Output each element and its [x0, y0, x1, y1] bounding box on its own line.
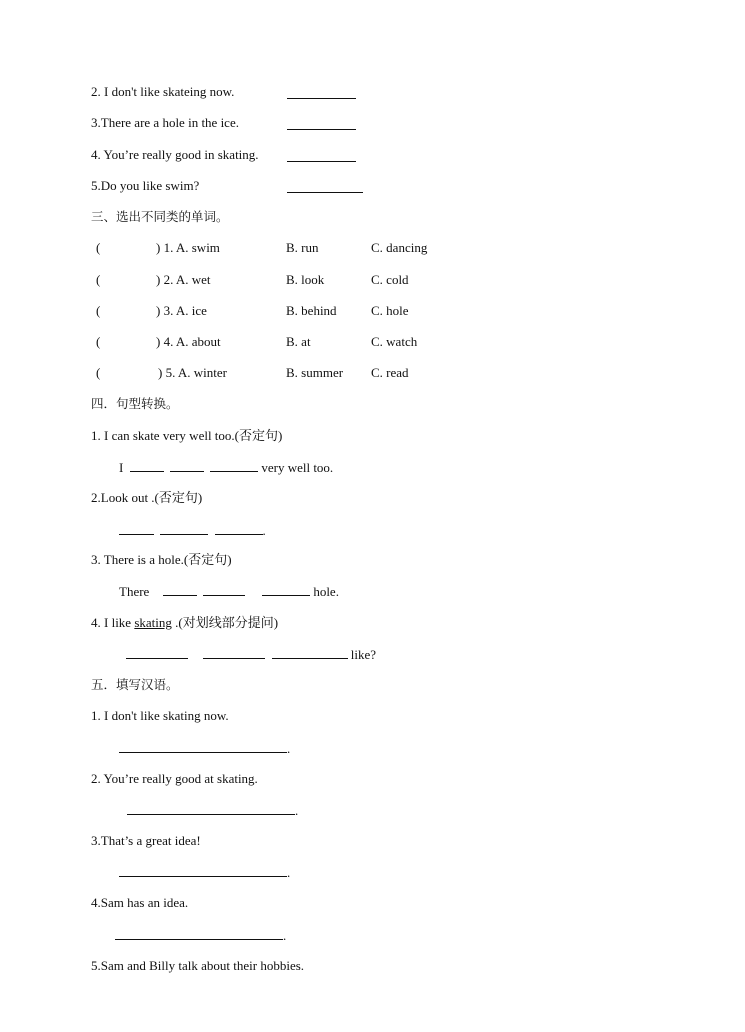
choice-row-2-option-c: C. cold — [371, 272, 409, 287]
translate-end-1: . — [287, 741, 291, 756]
transform-q4-blank-1[interactable] — [126, 646, 188, 659]
choice-row-3-option-a: ) 3. A. ice — [156, 303, 207, 318]
translate-item-3: 3.That’s a great idea! — [91, 833, 201, 848]
transform-q2-answer-line — [119, 522, 266, 539]
transform-q1-answer-line — [119, 459, 333, 476]
translate-answer-2 — [127, 802, 298, 819]
translate-item-2: 2. You’re really good at skating. — [91, 771, 258, 786]
transform-q3-blank-2[interactable] — [203, 583, 245, 596]
translate-end-2: . — [295, 803, 299, 818]
transform-q1-prompt: 1. I can skate very well too.(否定句) — [91, 428, 283, 443]
transform-q3-blank-1[interactable] — [163, 583, 197, 596]
transform-q1-start: I — [119, 460, 124, 475]
translate-item-4: 4.Sam has an idea. — [91, 895, 189, 910]
transform-q2-prompt: 2.Look out .(否定句) — [91, 490, 203, 505]
translate-answer-1 — [119, 740, 290, 757]
translate-end-3: . — [287, 865, 291, 880]
transform-q3-answer-line — [119, 583, 339, 600]
choice-row-2-option-a: ) 2. A. wet — [156, 272, 211, 287]
transform-q3-blank-3[interactable] — [262, 583, 310, 596]
correction-answer-line-2[interactable] — [287, 98, 356, 99]
translate-end-4: . — [283, 928, 287, 943]
transform-q1-blank-3[interactable] — [210, 459, 258, 472]
transform-q4-prompt-post: .(对划线部分提问) — [171, 615, 279, 630]
choice-paren-1[interactable]: ( — [96, 240, 101, 255]
correction-answer-line-4[interactable] — [287, 161, 356, 162]
transform-q4-blank-2[interactable] — [203, 646, 265, 659]
transform-q3-end: hole. — [313, 584, 339, 599]
choice-row-1-option-a: ) 1. A. swim — [156, 240, 220, 255]
transform-q1-blank-2[interactable] — [170, 459, 204, 472]
choice-paren-5[interactable]: ( — [96, 365, 101, 380]
correction-item-3: 3.There are a hole in the ice. — [91, 115, 239, 130]
correction-item-5: 5.Do you like swim? — [91, 178, 200, 193]
choice-row-5-option-c: C. read — [371, 365, 409, 380]
translate-blank-3[interactable] — [119, 864, 287, 877]
correction-answer-line-5[interactable] — [287, 192, 363, 193]
choice-row-2-option-b: B. look — [286, 272, 325, 287]
translate-item-5: 5.Sam and Billy talk about their hobbies. — [91, 958, 305, 973]
choice-paren-4[interactable]: ( — [96, 334, 101, 349]
choice-paren-3[interactable]: ( — [96, 303, 101, 318]
translate-blank-4[interactable] — [115, 927, 283, 940]
transform-q1-end: very well too. — [261, 460, 334, 475]
transform-q2-blank-1[interactable] — [119, 522, 154, 535]
transform-q2-end: . — [262, 523, 266, 538]
translate-answer-4 — [115, 927, 286, 944]
transform-q3-prompt: 3. There is a hole.(否定句) — [91, 552, 232, 567]
choice-row-1-option-c: C. dancing — [371, 240, 428, 255]
choice-row-5-option-a: ) 5. A. winter — [158, 365, 227, 380]
section4-title: 四．句型转换。 — [91, 396, 179, 411]
transform-q4-answer-line — [126, 646, 376, 663]
transform-q4-end: like? — [350, 647, 377, 662]
transform-q2-blank-2[interactable] — [160, 522, 208, 535]
choice-paren-2[interactable]: ( — [96, 272, 101, 287]
choice-row-4-option-b: B. at — [286, 334, 311, 349]
correction-item-4: 4. You’re really good in skating. — [91, 147, 259, 162]
translate-answer-3 — [119, 864, 290, 881]
translate-blank-1[interactable] — [119, 740, 287, 753]
choice-row-4-option-c: C. watch — [371, 334, 418, 349]
transform-q4-underlined-word: skating — [134, 615, 172, 630]
choice-row-5-option-b: B. summer — [286, 365, 344, 380]
choice-row-4-option-a: ) 4. A. about — [156, 334, 221, 349]
translate-item-1: 1. I don't like skating now. — [91, 708, 229, 723]
correction-answer-line-3[interactable] — [287, 129, 356, 130]
transform-q4-prompt-pre: 4. I like — [91, 615, 135, 630]
section5-title: 五．填写汉语。 — [91, 677, 179, 692]
transform-q4-prompt — [91, 615, 278, 631]
transform-q3-start: There — [119, 584, 150, 599]
choice-row-3-option-b: B. behind — [286, 303, 337, 318]
transform-q2-blank-3[interactable] — [215, 522, 263, 535]
transform-q4-blank-3[interactable] — [272, 646, 348, 659]
section3-title: 三、选出不同类的单词。 — [91, 209, 229, 224]
translate-blank-2[interactable] — [127, 802, 295, 815]
choice-row-3-option-c: C. hole — [371, 303, 409, 318]
choice-row-1-option-b: B. run — [286, 240, 319, 255]
transform-q1-blank-1[interactable] — [130, 459, 164, 472]
correction-item-2: 2. I don't like skateing now. — [91, 84, 235, 99]
